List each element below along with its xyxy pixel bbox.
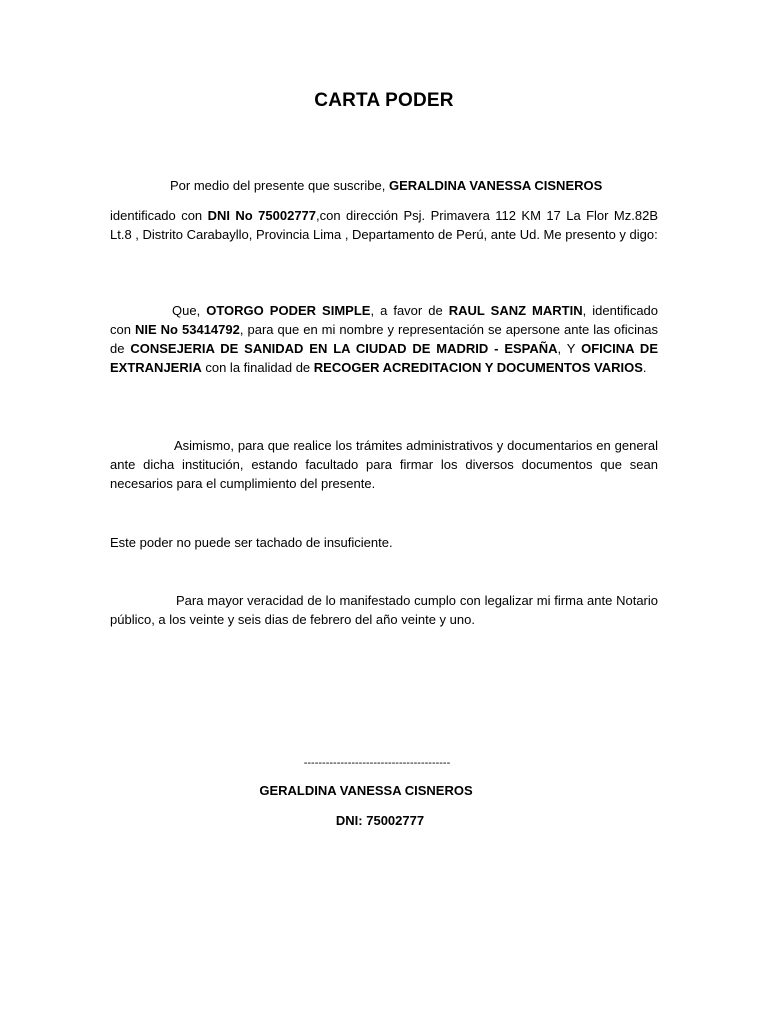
grant-paragraph bbox=[110, 301, 658, 377]
letter-title: CARTA PODER bbox=[314, 90, 454, 111]
signature-line: ---------------------------------------- bbox=[303, 757, 451, 769]
grant-text-1: Que, bbox=[172, 303, 207, 318]
also-paragraph bbox=[110, 436, 658, 493]
grant-purpose: RECOGER ACREDITACION Y DOCUMENTOS VARIOS bbox=[313, 360, 643, 375]
grant-text-3: , identificado con bbox=[110, 303, 659, 337]
grant-office-2: OFICINA DE EXTRANJERIA bbox=[110, 341, 658, 375]
grant-power-type: OTORGO PODER SIMPLE bbox=[206, 303, 371, 318]
signature-dni: DNI: 75002777 bbox=[335, 813, 425, 828]
sufficiency-paragraph: Este poder no puede ser tachado de insuficiente. bbox=[110, 535, 393, 550]
intro-text: Por medio del presente que suscribe, bbox=[170, 178, 389, 193]
also-text: Asimismo, para que realice los trámites administrativos y documentarios en general ante dicha institución, estando facultado para firmar los diversos documentos que sean necesarios para el cumplimiento del presente. bbox=[110, 438, 658, 491]
grantor-name: GERALDINA VANESSA CISNEROS bbox=[388, 178, 603, 193]
signature-name: GERALDINA VANESSA CISNEROS bbox=[259, 783, 473, 798]
grantor-dni: DNI No 75002777 bbox=[207, 208, 317, 223]
grant-text-7: . bbox=[642, 360, 647, 375]
grant-text-4: , para que en mi nombre y representación se apersone ante las oficinas de bbox=[110, 322, 658, 356]
grant-text-5: , Y bbox=[557, 341, 582, 356]
closing-paragraph bbox=[110, 591, 658, 629]
closing-text: Para mayor veracidad de lo manifestado cumplo con legalizar mi firma ante Notario público, a los veinte y seis dias de febrero del año veinte y uno. bbox=[110, 593, 658, 627]
identification-prefix: identificado con bbox=[110, 208, 208, 223]
grant-office-1: CONSEJERIA DE SANIDAD EN LA CIUDAD DE MADRID - ESPAÑA bbox=[130, 341, 558, 356]
grantee-nie: NIE No 53414792 bbox=[134, 322, 240, 337]
grantee-name: RAUL SANZ MARTIN bbox=[448, 303, 583, 318]
grant-text-6: con la finalidad de bbox=[201, 360, 314, 375]
intro-paragraph bbox=[110, 176, 658, 195]
grant-text-2: , a favor de bbox=[370, 303, 449, 318]
identification-paragraph bbox=[110, 206, 658, 244]
identification-address: ,con dirección Psj. Primavera 112 KM 17 La Flor Mz.82B Lt.8 , Distrito Carabayllo, Provincia Lima , Departamento de Perú, ante Ud. Me presento y digo: bbox=[110, 208, 658, 242]
